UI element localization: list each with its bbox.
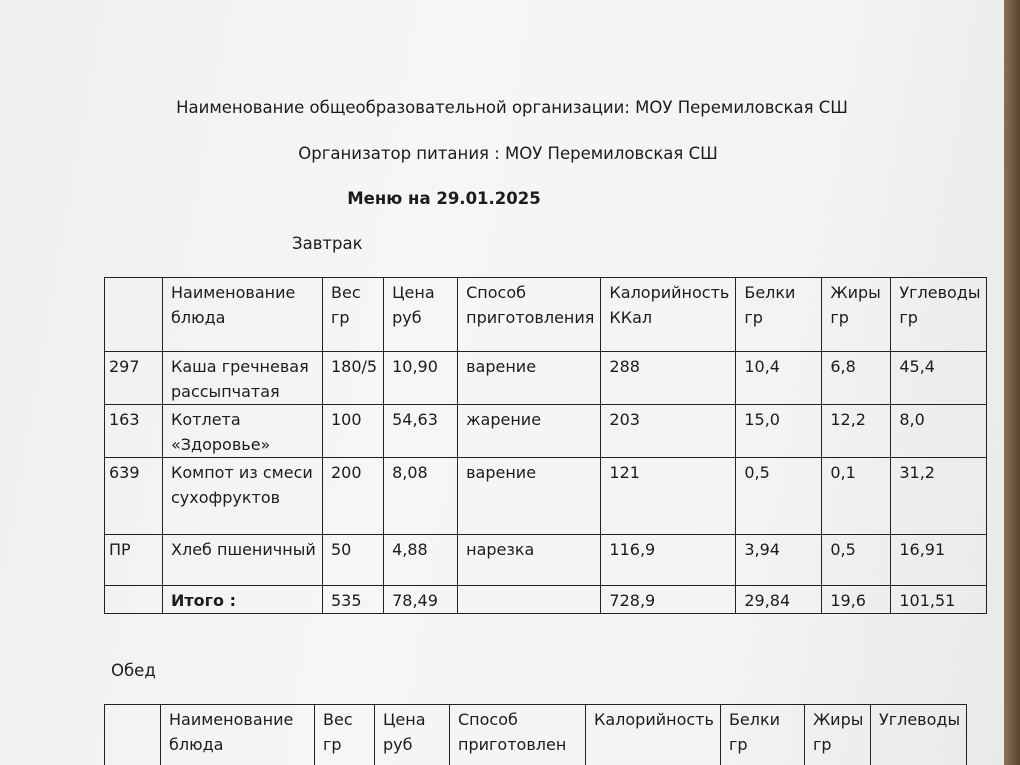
row-protein: 3,94: [736, 535, 822, 586]
total-weight: 535: [323, 586, 384, 614]
header-fat: Жиры гр: [804, 705, 870, 765]
header-protein: Белки гр: [736, 278, 822, 352]
row-carbs: 16,91: [891, 535, 987, 586]
row-kcal: 121: [601, 458, 736, 535]
row-weight: 100: [323, 405, 384, 458]
org-line: Наименование общеобразовательной организации: МОУ Перемиловская СШ: [176, 98, 848, 117]
row-method: нарезка: [458, 535, 601, 586]
row-carbs: 31,2: [891, 458, 987, 535]
row-protein: 10,4: [736, 352, 822, 405]
row-weight: 180/5: [323, 352, 384, 405]
table-row: [105, 535, 987, 586]
total-row: [105, 586, 987, 614]
total-fat: 19,6: [822, 586, 891, 614]
row-name: Хлеб пшеничный: [163, 535, 323, 586]
lunch-table: [104, 704, 967, 765]
header-method: Способ приготовлен: [450, 705, 586, 765]
row-price: 54,63: [384, 405, 458, 458]
row-code: 163: [105, 405, 163, 458]
header-method: Способ приготовления: [458, 278, 601, 352]
row-kcal: 288: [601, 352, 736, 405]
total-code: [105, 586, 163, 614]
row-weight: 200: [323, 458, 384, 535]
row-weight: 50: [323, 535, 384, 586]
lunch-header-row: [105, 705, 967, 765]
total-label: Итого :: [163, 586, 323, 614]
row-code: 297: [105, 352, 163, 405]
row-fat: 12,2: [822, 405, 891, 458]
row-fat: 0,5: [822, 535, 891, 586]
lunch-title: Обед: [111, 661, 156, 680]
row-name: Котлета «Здоровье»: [163, 405, 323, 458]
menu-title: Меню на 29.01.2025: [347, 189, 541, 208]
total-method: [458, 586, 601, 614]
header-fat: Жиры гр: [822, 278, 891, 352]
total-kcal: 728,9: [601, 586, 736, 614]
table-row: [105, 405, 987, 458]
organizer-line: Организатор питания : МОУ Перемиловская СШ: [298, 144, 718, 163]
header-code: [105, 278, 163, 352]
breakfast-title: Завтрак: [292, 234, 363, 253]
header-price: Цена руб: [384, 278, 458, 352]
row-method: варение: [458, 352, 601, 405]
header-protein: Белки гр: [720, 705, 804, 765]
breakfast-table: [104, 277, 987, 614]
header-kcal: Калорийность: [586, 705, 721, 765]
total-protein: 29,84: [736, 586, 822, 614]
row-kcal: 116,9: [601, 535, 736, 586]
row-fat: 0,1: [822, 458, 891, 535]
header-carbs: Углеводы гр: [891, 278, 987, 352]
table-surface-edge: [1004, 0, 1020, 765]
total-carbs: 101,51: [891, 586, 987, 614]
row-price: 4,88: [384, 535, 458, 586]
row-method: варение: [458, 458, 601, 535]
row-protein: 0,5: [736, 458, 822, 535]
row-code: ПР: [105, 535, 163, 586]
breakfast-header-row: [105, 278, 987, 352]
table-row: [105, 458, 987, 535]
header-kcal: Калорийность ККал: [601, 278, 736, 352]
row-name: Компот из смеси сухофруктов: [163, 458, 323, 535]
total-price: 78,49: [384, 586, 458, 614]
row-name: Каша гречневая рассыпчатая: [163, 352, 323, 405]
header-code: [105, 705, 161, 765]
row-fat: 6,8: [822, 352, 891, 405]
header-name: Наименование блюда: [161, 705, 315, 765]
header-weight: Вес гр: [315, 705, 375, 765]
row-price: 8,08: [384, 458, 458, 535]
row-price: 10,90: [384, 352, 458, 405]
header-name: Наименование блюда: [163, 278, 323, 352]
row-code: 639: [105, 458, 163, 535]
header-carbs: Углеводы: [870, 705, 966, 765]
row-kcal: 203: [601, 405, 736, 458]
header-price: Цена руб: [375, 705, 450, 765]
table-row: [105, 352, 987, 405]
header-weight: Вес гр: [323, 278, 384, 352]
row-carbs: 45,4: [891, 352, 987, 405]
row-protein: 15,0: [736, 405, 822, 458]
row-carbs: 8,0: [891, 405, 987, 458]
row-method: жарение: [458, 405, 601, 458]
